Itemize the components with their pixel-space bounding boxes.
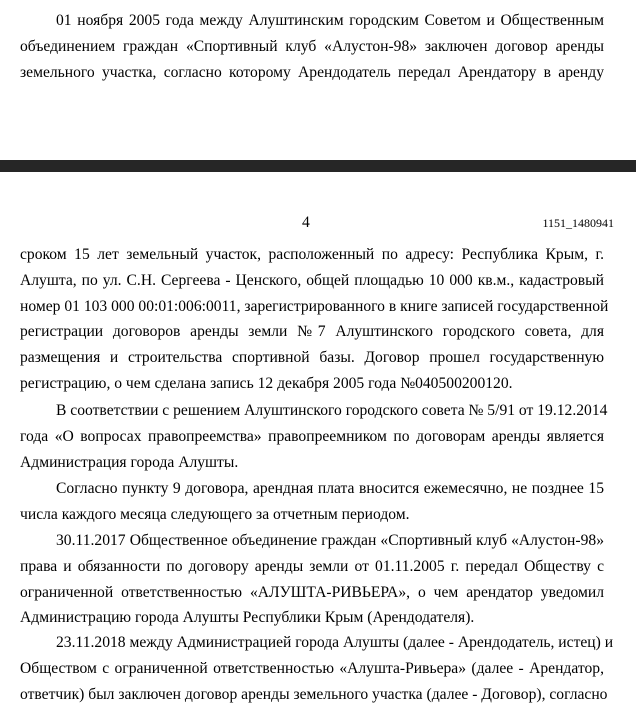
text-line: регистрации договоров аренды земли №7 Алуштинского городского совета, для [20,323,604,341]
text-line: 23.11.2018 между Администрацией города Алушты (далее - Арендодатель, истец) и [56,634,614,651]
text-line: ответчик) был заключен договор аренды земельного участка (далее - Договор), согласно [20,685,608,703]
text-line: года «О вопросах правопреемства» правопреемником по договорам аренды является [20,427,604,445]
text-line: права и обязанности по договору аренды земли от 01.11.2005 г. передал Обществу с [20,557,604,575]
text-line: Алушта, по ул. С.Н. Сергеева - Ценского, общей площадью 10 000 кв.м., кадастровый [20,271,604,289]
text-line: Согласно пункту 9 договора, арендная плата вносится ежемесячно, не позднее 15 [56,480,604,497]
text-line: сроком 15 лет земельный участок, расположенный по адресу: Республика Крым, г. [20,246,604,263]
page-separator [0,160,636,172]
paragraph-rights-transfer [20,528,604,631]
text-line: 01 ноября 2005 года между Алуштинским городским Советом и Общественным [56,12,604,29]
paragraph-lease-terms [20,242,609,397]
page-number: 4 [302,214,310,231]
text-line: 30.11.2017 Общественное объединение граждан «Спортивный клуб «Алустон-98» [56,532,604,549]
text-line: В соответствии с решением Алуштинского городского совета № 5/91 от 19.12.2014 [56,402,608,419]
page-4 [0,172,636,705]
text-line: Администрацию города Алушты Республики Крым (Арендодателя). [20,609,475,627]
text-line: регистрацию, о чем сделана запись 12 декабря 2005 года №040500200120. [20,374,513,392]
previous-page-fragment [0,0,636,160]
text-line: номер 01 103 000 00:01:006:0011, зарегистрированного в книге записей государственной [20,297,609,315]
text-line: земельного участка, согласно которому Арендодатель передал Арендатору в аренду [20,63,604,81]
paragraph-lease-2005 [20,8,604,85]
paragraph-rent-payment [20,476,604,528]
paragraph-succession [20,398,608,475]
text-line: числа каждого месяца следующего за отчетным периодом. [20,505,410,523]
text-line: размещения и строительства спортивной базы. Договор прошел государственную [20,349,604,367]
paragraph-new-lease-2018 [20,630,614,707]
text-line: Обществом с ограниченной ответственностью «Алушта-Ривьера» (далее - Арендатор, [20,659,604,677]
text-line: ограниченной ответственностью «АЛУШТА-РИВЬЕРА», о чем арендатор уведомил [20,583,604,601]
text-line: объединением граждан «Спортивный клуб «Алустон-98» заключен договор аренды [20,37,604,55]
text-line: Администрация города Алушты. [20,453,239,471]
document-id: 1151_1480941 [542,216,614,230]
